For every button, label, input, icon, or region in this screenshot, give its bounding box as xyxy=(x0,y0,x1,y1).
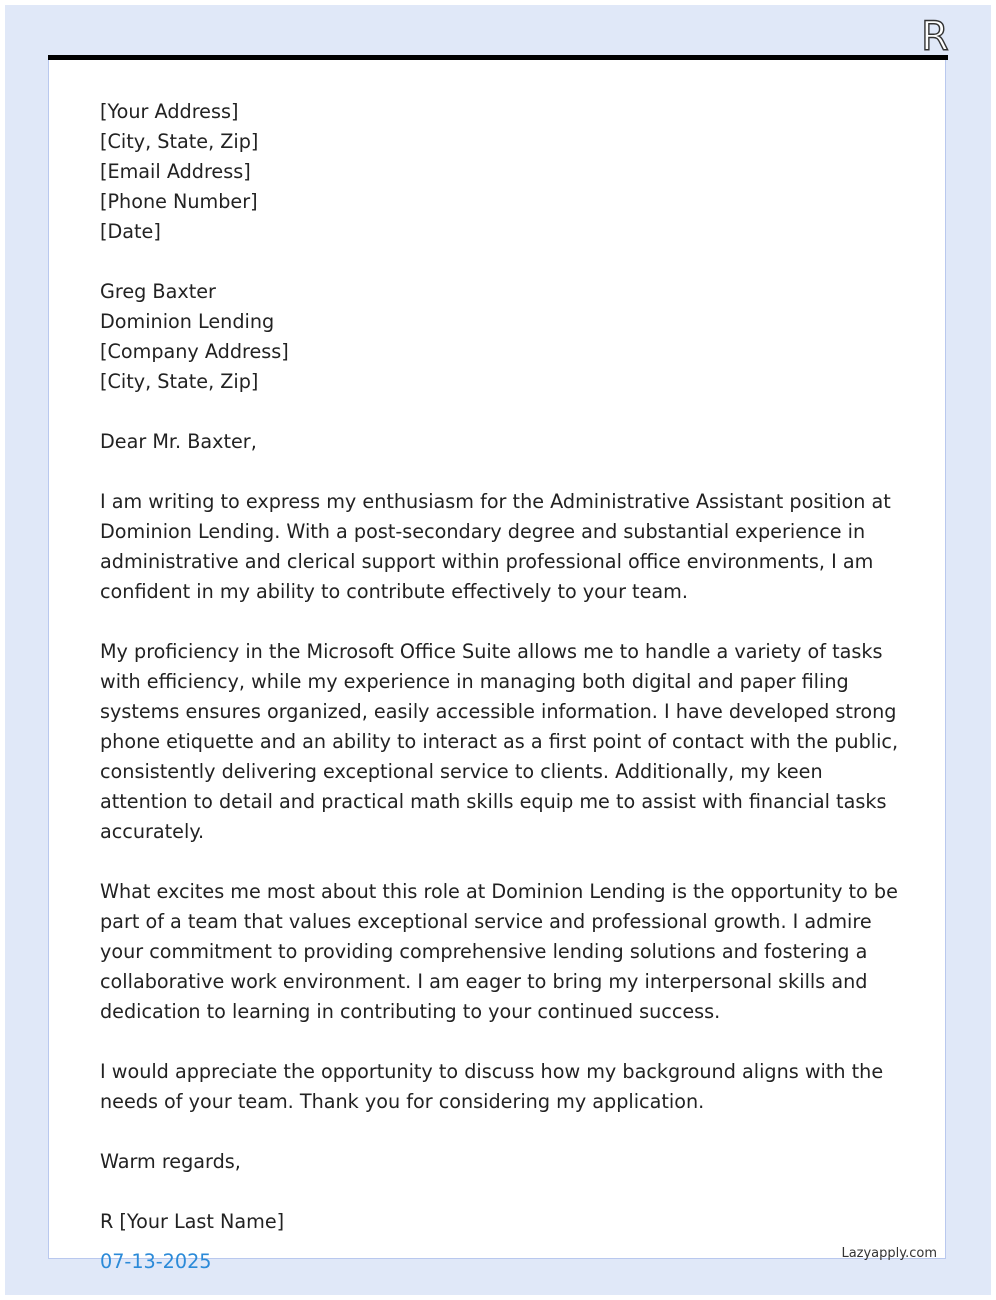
body-paragraph: My proficiency in the Microsoft Office Suite allows me to handle a variety of tasks with efficiency, while my experience in managing both digital and paper filing systems ensures organized, easily accessible information. I have developed strong phone etiquette and an ability to interact as a first point of contact with the public, consistently delivering exceptional service to clients. Additionally, my keen attention to detail and practical math skills equip me to assist with financial tasks accurately. xyxy=(100,640,899,843)
brand-logo xyxy=(918,14,950,54)
recipient-company: Dominion Lending xyxy=(100,310,275,333)
signature: R [Your Last Name] xyxy=(100,1210,285,1233)
recipient-address: [Company Address] xyxy=(100,340,289,363)
sender-address: [Your Address] xyxy=(100,100,239,123)
footer-brand: Lazyapply.com xyxy=(841,1246,937,1261)
salutation: Dear Mr. Baxter, xyxy=(100,430,257,453)
letter-content xyxy=(100,97,900,1277)
recipient-city: [City, State, Zip] xyxy=(100,370,259,393)
header-rule xyxy=(48,55,948,60)
letter-date: 07-13-2025 xyxy=(100,1250,212,1273)
body-paragraph: What excites me most about this role at Dominion Lending is the opportunity to be part of a team that values exceptional service and professional growth. I admire your commitment to providing comprehensive lending solutions and fostering a collaborative work environment. I am eager to bring my interpersonal skills and dedication to learning in contributing to your continued success. xyxy=(100,880,898,1023)
closing: Warm regards, xyxy=(100,1150,241,1173)
sender-city: [City, State, Zip] xyxy=(100,130,259,153)
sender-phone: [Phone Number] xyxy=(100,190,258,213)
sender-date: [Date] xyxy=(100,220,161,243)
logo-letter: R xyxy=(921,14,949,54)
sender-email: [Email Address] xyxy=(100,160,251,183)
body-paragraph: I am writing to express my enthusiasm for the Administrative Assistant position at Dominion Lending. With a post-secondary degree and substantial experience in administrative and clerical support within professional office environments, I am confident in my ability to contribute effectively to your team. xyxy=(100,490,891,603)
body-paragraph: I would appreciate the opportunity to discuss how my background aligns with the needs of your team. Thank you for considering my application. xyxy=(100,1060,884,1113)
recipient-name: Greg Baxter xyxy=(100,280,216,303)
